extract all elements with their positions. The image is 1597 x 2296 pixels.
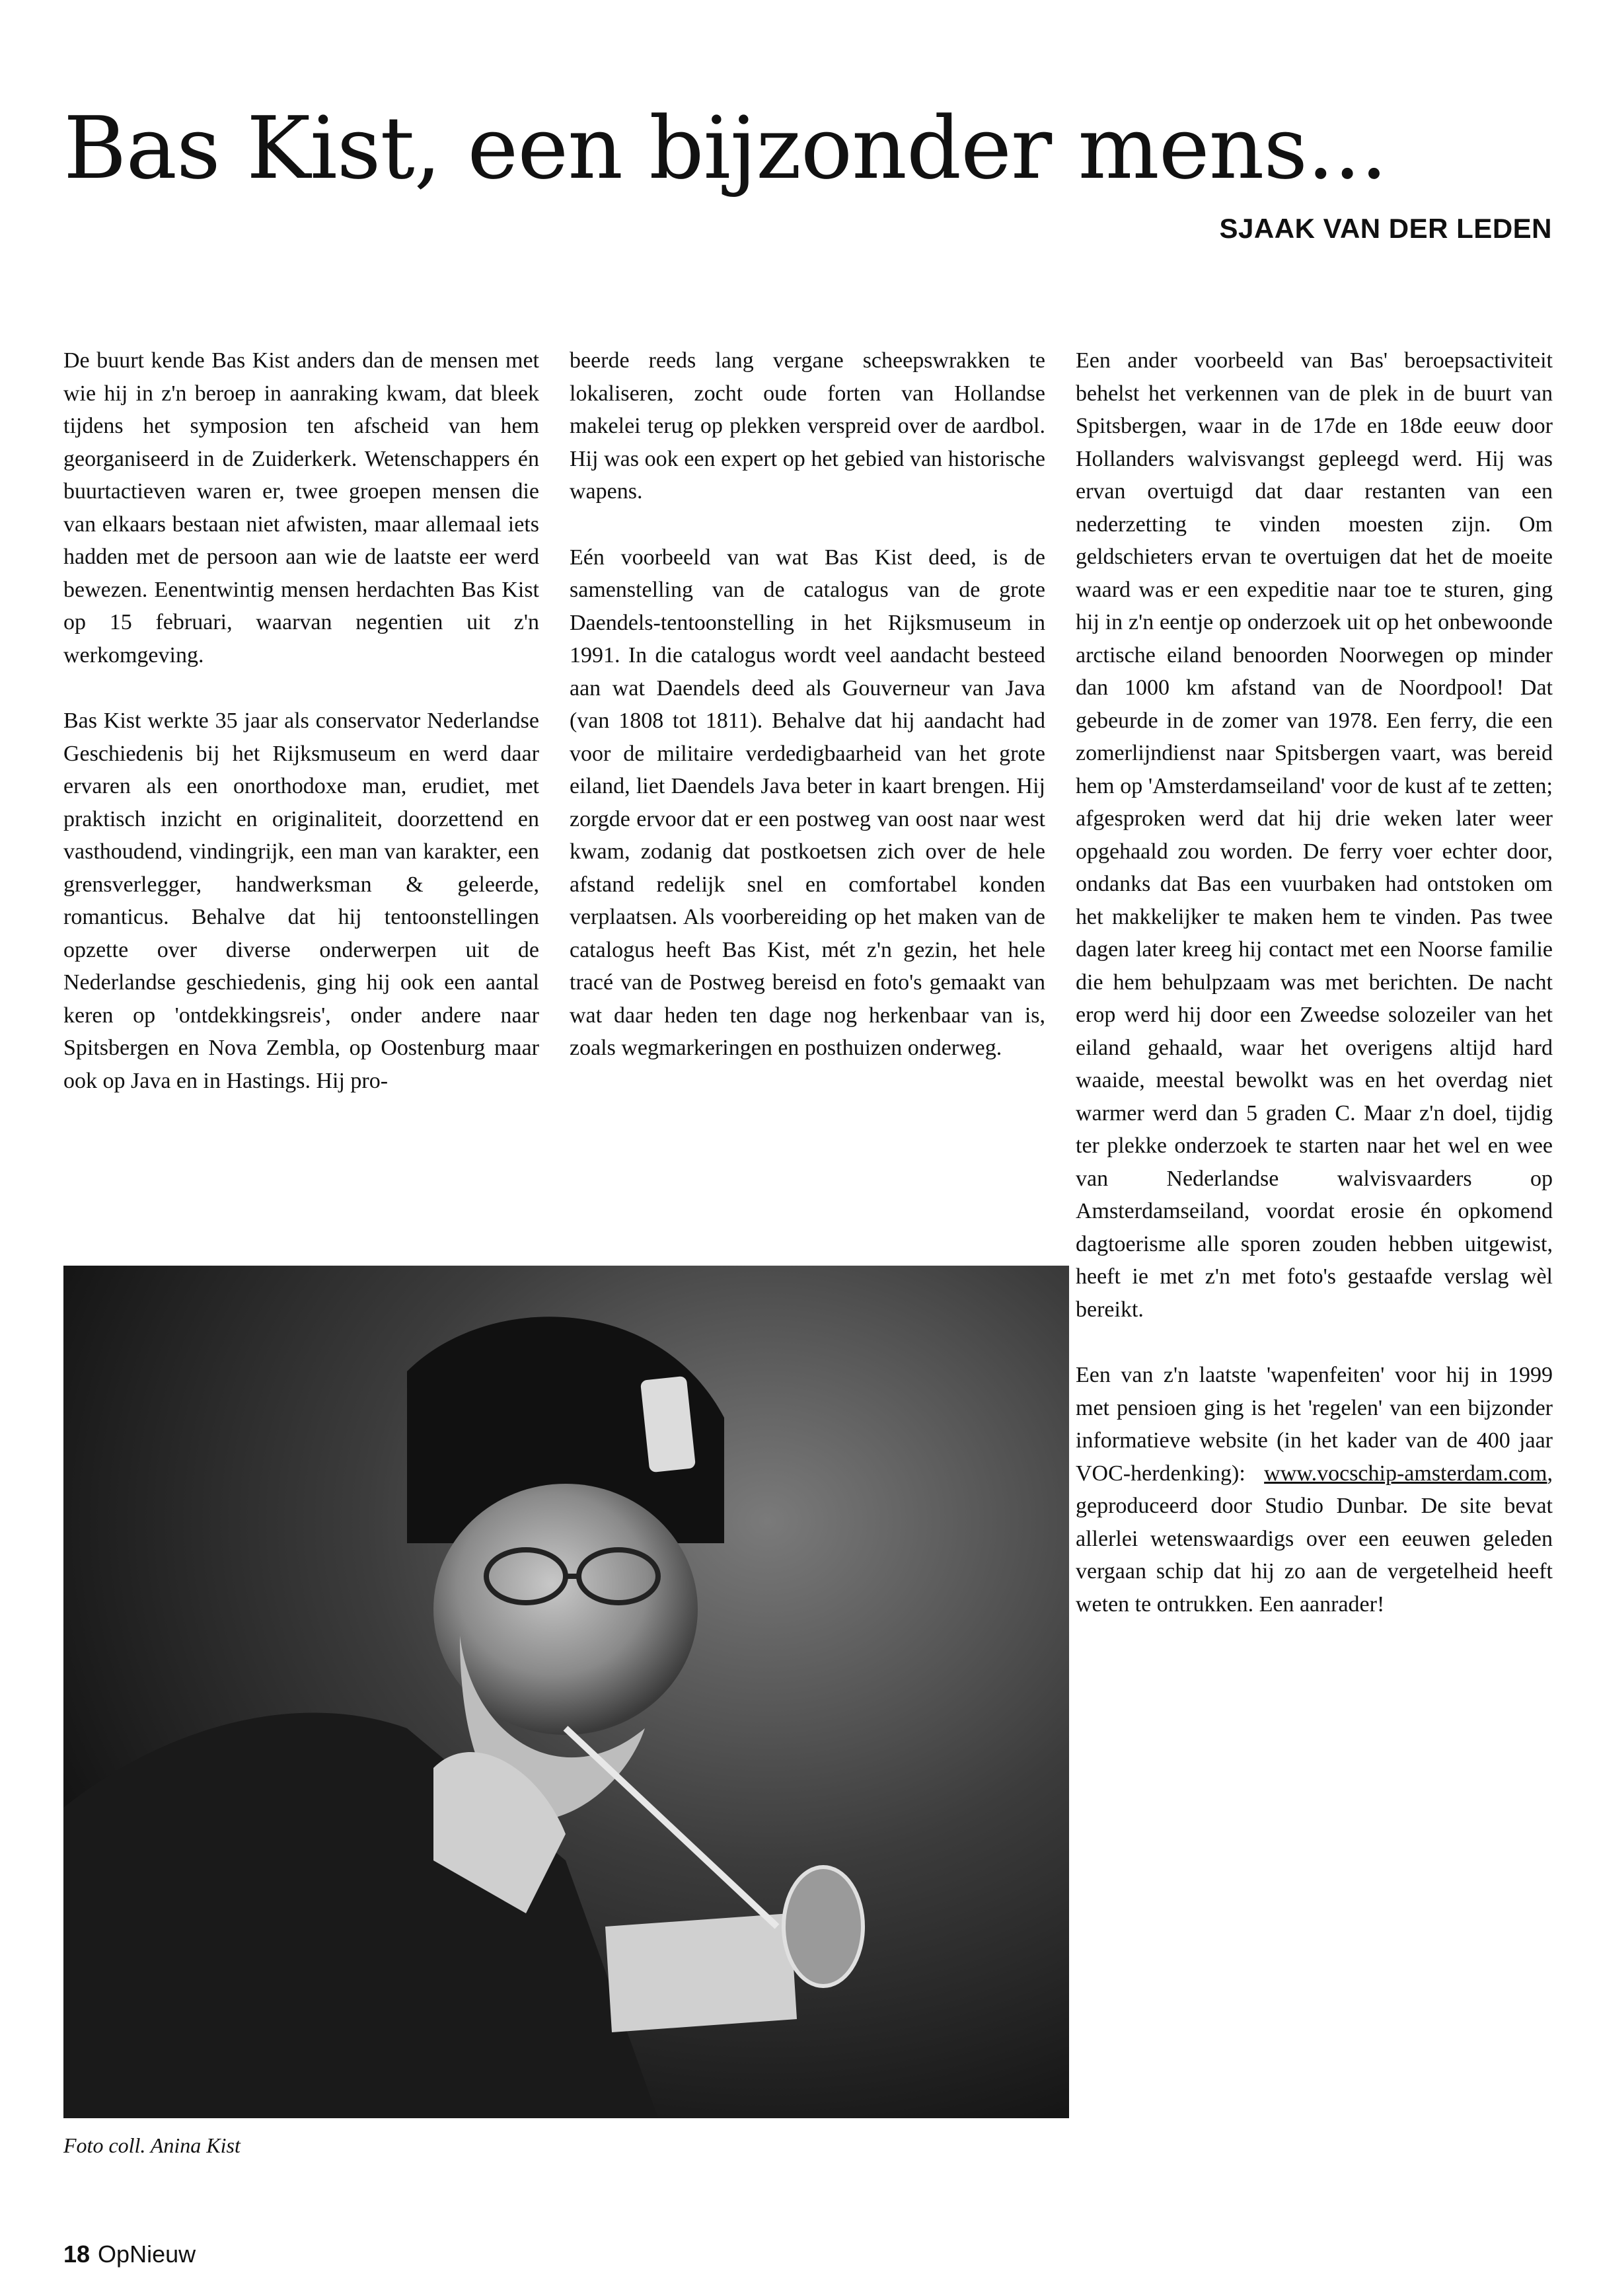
- paragraph: Een ander voorbeeld van Bas' beroepsactiviteit behelst het verkennen van de plek in de buurt van Spitsbergen, waar in de 17de en 18de eeuw door Hollanders walvisvangst gepleegd werd. Hij was ervan overtuigd dat daar restanten van een nederzetting te vinden moesten zijn. Om geldschieters ervan te overtuigen dat het de moeite waard was er een expeditie naar toe te sturen, ging hij in z'n eentje op onderzoek uit op het onbewoonde arctische eiland benoorden Noorwegen op minder dan 1000 km afstand van de Noordpool! Dat gebeurde in de zomer van 1978. Een ferry, die een zomerlijndienst naar Spitsbergen vaart, was bereid hem op 'Amsterdamseiland' voor de kust af te zetten; afgesproken werd dat hij drie weken later weer opgehaald zou worden. De ferry voer echter door, ondanks dat Bas een vuurbaken had ontstoken om het makkelijker te maken hem te vinden. Pas twee dagen later kreeg hij contact met een Noorse familie die hem behulpzaam was met berichten. De nacht erop werd hij door een Zweedse solozeiler van het eiland gehaald, waar het overigens altijd hard waaide, meestal bewolkt was en het overdag niet warmer werd dan 5 graden C. Maar z'n doel, tijdig ter plekke onderzoek te starten naar het wel en wee van Nederlandse walvisvaarders op Amsterdamseiland, voordat erosie én opkomend dagtoerisme alle sporen zouden hebben uitgewist, heeft ie met z'n met foto's gestaafde verslag wèl bereikt.: [1076, 348, 1553, 1322]
- tin-can: [605, 1913, 797, 2032]
- hat-badge: [640, 1376, 696, 1473]
- magazine-name: OpNieuw: [98, 2240, 196, 2268]
- text-column-left: [63, 344, 539, 1130]
- website-link[interactable]: www.vocschip-amsterdam.com: [1264, 1461, 1547, 1486]
- photo-caption: Foto coll. Anina Kist: [63, 2133, 241, 2157]
- page-number: 18: [63, 2240, 91, 2268]
- can-lid: [784, 1867, 863, 1986]
- paragraph: beerde reeds lang vergane scheepswrakken te lokaliseren, zocht oude forten van Hollandse makelei terug op plekken verspreid over de aardbol. Hij was ook een expert op het gebied van historische wapens.: [570, 348, 1045, 504]
- portrait-photo: [63, 1266, 1069, 2118]
- paragraph: Eén voorbeeld van wat Bas Kist deed, is de samenstelling van de catalogus van de grote Daendels-tentoonstelling in het Rijksmuseum in 1991. In die catalogus wordt veel aandacht besteed aan wat Daendels deed als Gouverneur van Java (van 1808 tot 1811). Behalve dat hij aandacht had voor de militaire verdedigbaarheid van het grote eiland, liet Daendels Java beter in kaart brengen. Hij zorgde ervoor dat er een postweg van oost naar west kwam, zodanig dat postkoetsen zich over de hele afstand redelijk snel en comfortabel konden verplaatsen. Als voorbereiding op het maken van de catalogus heeft Bas Kist, mét z'n gezin, het hele tracé van de Postweg bereisd en foto's gemaakt van wat daar heden ten dage nog herkenbaar van is, zoals wegmarkeringen en posthuizen onderweg.: [570, 545, 1045, 1060]
- paragraph-with-link: [1076, 1359, 1553, 1621]
- page-footer: [63, 2240, 196, 2268]
- article-author: SJAAK VAN DER LEDEN: [1219, 213, 1552, 244]
- paragraph: De buurt kende Bas Kist anders dan de mensen met wie hij in z'n beroep in aanraking kwam, dat bleek tijdens het symposion ten afscheid van hem georganiseerd in de Zuiderkerk. Wetenschappers én buurtactieven waren er, twee groepen mensen die van elkaars bestaan niet afwisten, maar allemaal iets hadden met de persoon aan wie de laatste eer werd bewezen. Eenentwintig mensen herdachten Bas Kist op 15 februari, waarvan negentien uit z'n werkomgeving.: [63, 348, 539, 668]
- text-column-right: [1076, 344, 1553, 1654]
- paragraph: Bas Kist werkte 35 jaar als conservator Nederlandse Geschiedenis bij het Rijksmuseum en werd daar ervaren als een onorthodoxe man, erudiet, met praktisch inzicht en originaliteit, doorzettend en vasthoudend, vindingrijk, een man van karakter, een grensverlegger, handwerksman & geleerde, romanticus. Behalve dat hij tentoonstellingen opzette over diverse onderwerpen uit de Nederlandse geschiedenis, ging hij ook een aantal keren op 'ontdekkingsreis', onder andere naar Spitsbergen en Nova Zembla, op Oostenburg maar ook op Java en in Hastings. Hij pro-: [63, 708, 539, 1093]
- paragraph-text: , geproduceerd door Studio Dunbar. De site bevat allerlei wetenswaardigs over een eeuwen geleden vergaan schip dat hij zo aan de vergetelheid heeft weten te ontrukken. Een aanrader!: [1076, 1461, 1553, 1617]
- photo-illustration: [63, 1266, 1069, 2118]
- text-column-middle: [570, 344, 1045, 1098]
- paragraph-text: Een van z'n laatste 'wapenfeiten' voor hij in 1999 met pensioen ging is het 'regelen' van een bijzonder informatieve website (in het kader van de 400 jaar VOC-herdenking):: [1076, 1363, 1553, 1486]
- article-title: Bas Kist, een bijzonder mens...: [63, 98, 1388, 198]
